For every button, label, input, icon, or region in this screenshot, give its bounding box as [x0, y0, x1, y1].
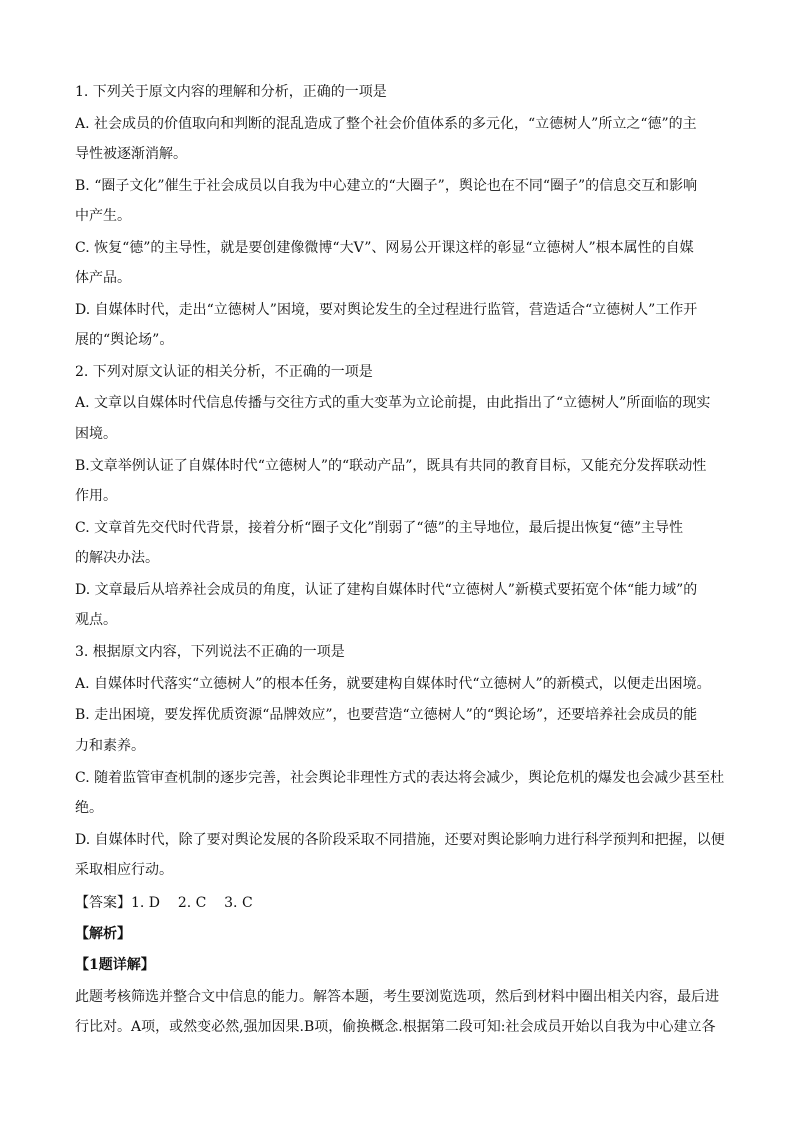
question-3-option-c: C. 随着监管审查机制的逐步完善，社会舆论非理性方式的表达将会减少，舆论危机的爆发也会减少甚至杜 [75, 770, 725, 786]
question-2-option-b: B.文章举例认证了自媒体时代“立德树人”的“联动产品”，既具有共同的教育目标，又能充分发挥联动性 [75, 458, 707, 474]
question-3-stem: 3. 根据原文内容，下列说法不正确的一项是 [75, 644, 345, 660]
analysis-heading: 【解析】 [75, 926, 131, 942]
question-2-option-b-cont: 作用。 [75, 488, 117, 504]
question-1-option-d: D. 自媒体时代，走出“立德树人”困境，要对舆论发生的全过程进行监管，营造适合“立德树人”工作开 [75, 302, 698, 318]
question-2-option-a: A. 文章以自媒体时代信息传播与交往方式的重大变革为立论前提，由此指出了“立德树人”所面临的现实 [75, 395, 711, 411]
question-2-option-c: C. 文章首先交代时代背景，接着分析“圈子文化”削弱了“德”的主导地位，最后提出恢复“德”主导性 [75, 520, 684, 536]
question-1-option-b-cont: 中产生。 [75, 208, 131, 224]
question-1-option-c: C. 恢复“德”的主导性，就是要创建像微博“大V”、网易公开课这样的彰显“立德树人”根本属性的自媒 [75, 240, 694, 256]
question-1-option-a: A. 社会成员的价值取向和判断的混乱造成了整个社会价值体系的多元化，“立德树人”所立之“德”的主 [75, 116, 697, 132]
question-1-option-c-cont: 体产品。 [75, 270, 131, 286]
question-2-stem: 2. 下列对原文认证的相关分析，不正确的一项是 [75, 364, 373, 380]
question-3-option-b: B. 走出困境，要发挥优质资源“品牌效应”，也要营造“立德树人”的“舆论场”，还要培养社会成员的能 [75, 707, 698, 723]
question-3-option-a: A. 自媒体时代落实“立德树人”的根本任务，就要建构自媒体时代“立德树人”的新模式，以便走出困境。 [75, 676, 711, 692]
answer-line: 【答案】1. D 2. C 3. C [75, 895, 253, 911]
question-2-option-d-cont: 观点。 [75, 612, 117, 628]
detail-1-paragraph-cont: 行比对。A项，或然变必然,强加因果.B项，偷换概念.根据第二段可知:社会成员开始以自我为中心建立各 [75, 1019, 716, 1035]
question-1-option-d-cont: 展的“舆论场”。 [75, 332, 174, 348]
question-1-stem: 1. 下列关于原文内容的理解和分析，正确的一项是 [75, 84, 387, 100]
question-1-option-b: B. “圈子文化”催生于社会成员以自我为中心建立的“大圈子”，舆论也在不同“圈子”的信息交互和影响 [75, 178, 698, 194]
question-3-option-d: D. 自媒体时代，除了要对舆论发展的各阶段采取不同措施，还要对舆论影响力进行科学预判和把握，以便 [75, 832, 725, 848]
question-2-option-a-cont: 困境。 [75, 426, 117, 442]
detail-1-paragraph: 此题考核筛选并整合文中信息的能力。解答本题，考生要浏览选项，然后到材料中圈出相关内容，最后进 [75, 989, 719, 1005]
question-2-option-c-cont: 的解决办法。 [75, 550, 159, 566]
question-3-option-d-cont: 采取相应行动。 [75, 862, 173, 878]
question-3-option-b-cont: 力和素养。 [75, 738, 145, 754]
question-3-option-c-cont: 绝。 [75, 800, 103, 816]
question-2-option-d: D. 文章最后从培养社会成员的角度，认证了建构自媒体时代“立德树人”新模式要拓宽个体“能力域”的 [75, 582, 698, 598]
detail-1-heading: 【1题详解】 [75, 957, 155, 973]
question-1-option-a-cont: 导性被逐渐消解。 [75, 146, 187, 162]
